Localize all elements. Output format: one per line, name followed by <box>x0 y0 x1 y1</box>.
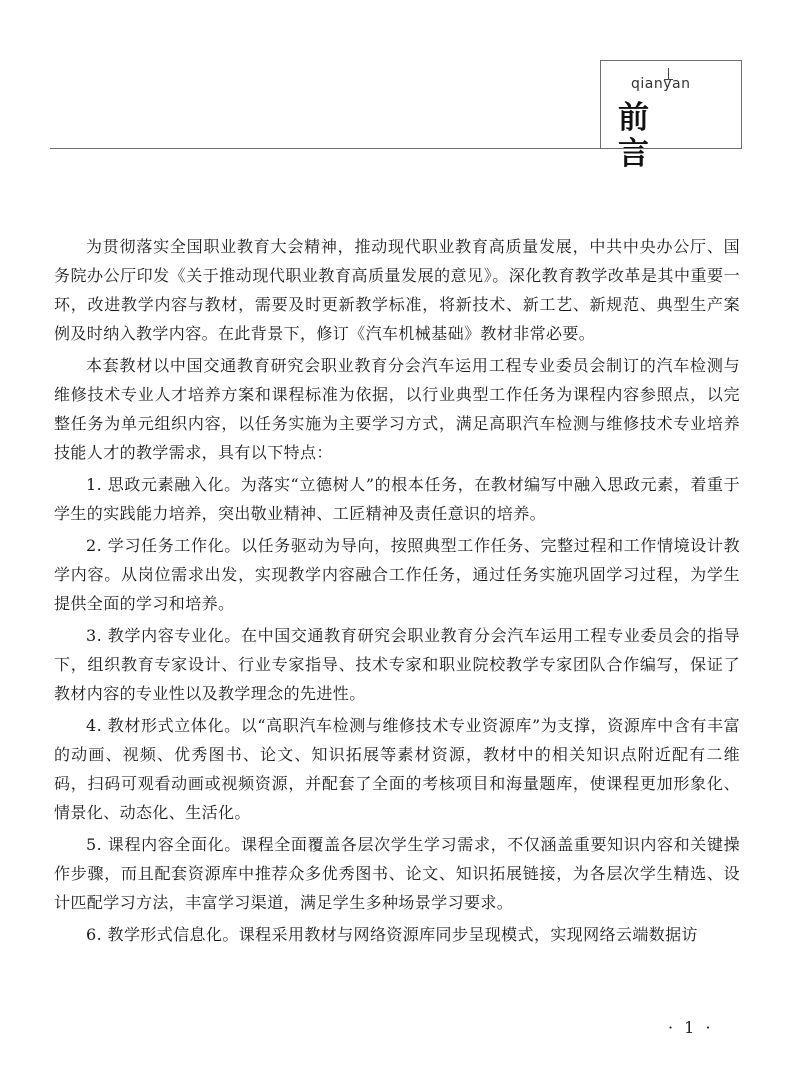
preface-body <box>54 232 740 952</box>
page-title: 前 言 <box>618 100 669 172</box>
paragraph-feature-5: 5. 课程内容全面化。课程全面覆盖各层次学生学习需求，不仅涵盖重要知识内容和关键操作步骤，而且配套资源库中推荐众多优秀图书、论文、知识拓展链接，为各层次学生精选、设计匹配学习方法，丰富学习渠道，满足学生多种场景学习要求。 <box>54 835 740 912</box>
page-number: · 1 · <box>668 1018 714 1037</box>
paragraph-intro: 为贯彻落实全国职业教育大会精神，推动现代职业教育高质量发展，中共中央办公厅、国务院办公厅印发《关于推动现代职业教育高质量发展的意见》。深化教育教学改革是其中重要一环，改进教学内容与教材，需要及时更新教学标准，将新技术、新工艺、新规范、典型生产案例及时纳入教学内容。在此背景下，修订《汽车机械基础》教材非常必要。 <box>54 237 740 343</box>
paragraph-feature-3: 3. 教学内容专业化。在中国交通教育研究会职业教育分会汽车运用工程专业委员会的指导下，组织教育专家设计、行业专家指导、技术专家和职业院校教学专家团队合作编写，保证了教材内容的专业性以及教学理念的先进性。 <box>54 626 740 703</box>
paragraph-feature-2: 2. 学习任务工作化。以任务驱动为导向，按照典型工作任务、完整过程和工作情境设计教学内容。从岗位需求出发，实现教学内容融合工作任务，通过任务实施巩固学习过程，为学生提供全面的学习和培养。 <box>54 536 740 613</box>
title-pinyin: qianyan <box>631 76 691 92</box>
paragraph-feature-1: 1. 思政元素融入化。为落实“立德树人”的根本任务，在教材编写中融入思政元素，着重于学生的实践能力培养，突出敬业精神、工匠精神及责任意识的培养。 <box>54 475 740 523</box>
paragraph-overview: 本套教材以中国交通教育研究会职业教育分会汽车运用工程专业委员会制订的汽车检测与维修技术专业人才培养方案和课程标准为依据，以行业典型工作任务为课程内容参照点，以完整任务为单元组织内容，以任务实施为主要学习方式，满足高职汽车检测与维修技术专业培养技能人才的教学需求，具有以下特点： <box>54 356 740 462</box>
header-rule <box>50 148 742 149</box>
paragraph-feature-6: 6. 教学形式信息化。课程采用教材与网络资源库同步呈现模式，实现网络云端数据访 <box>86 925 698 944</box>
paragraph-feature-4: 4. 教材形式立体化。以“高职汽车检测与维修技术专业资源库”为支撑，资源库中含有丰富的动画、视频、优秀图书、论文、知识拓展等素材资源，教材中的相关知识点附近配有二维码，扫码可观看动画或视频资源，并配套了全面的考核项目和海量题库，使课程更加形象化、情景化、动态化、生活化。 <box>54 716 740 822</box>
